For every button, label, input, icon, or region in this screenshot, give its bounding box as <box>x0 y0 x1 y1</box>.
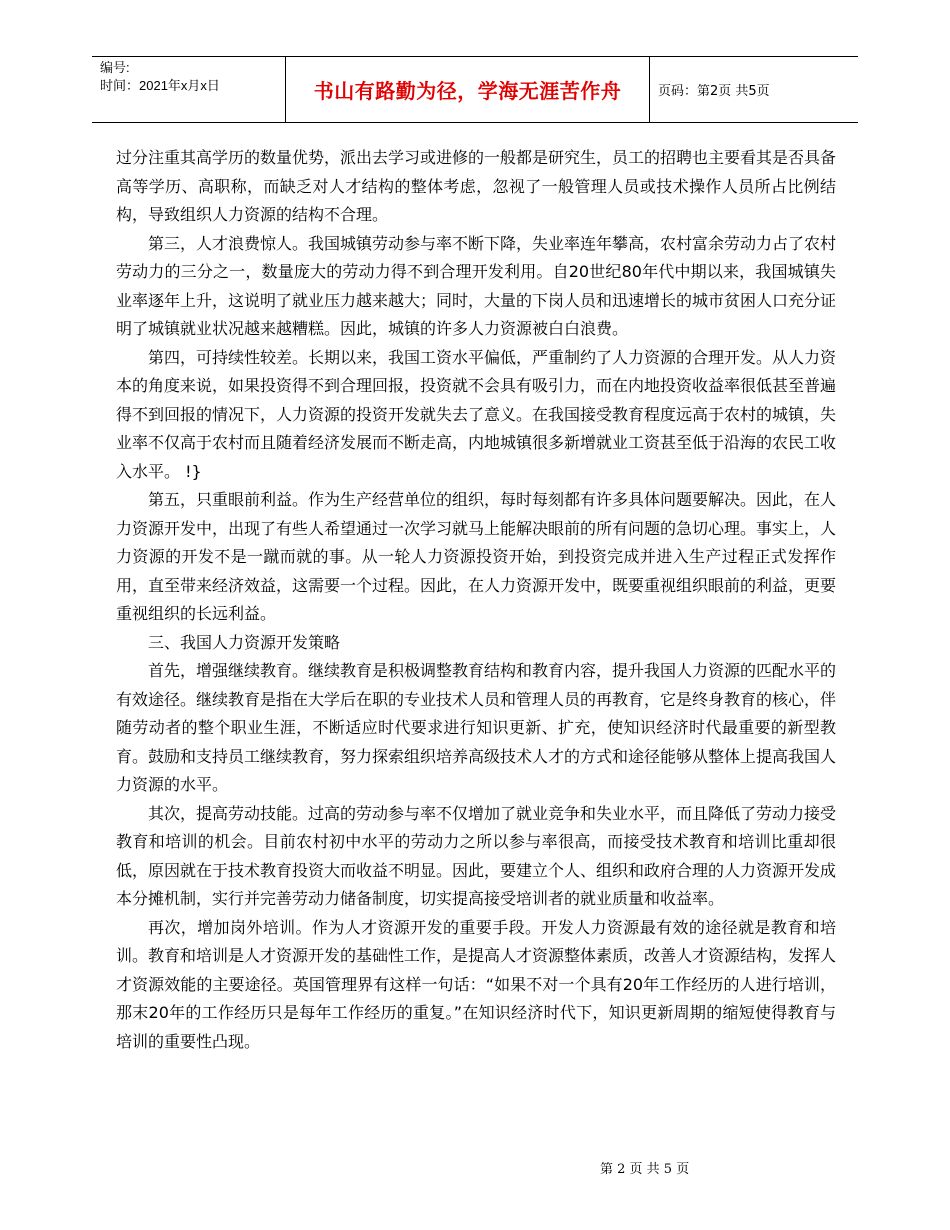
page-footer: 第 2 页 共 5 页 <box>600 1162 690 1177</box>
paragraph-fourth-point: 第四，可持续性较差。长期以来，我国工资水平偏低，严重制约了人力资源的合理开发。从人力资本的角度来说，如果投资得不到合理回报，投资就不会具有吸引力，而在内地投资收益率很低甚至普遍得不到回报的情况下，人力资源的投资开发就失去了意义。在我国接受教育程度远高于农村的城镇，失业率不仅高于农村而且随着经济发展而不断走高，内地城镇很多新增就业工资甚至低于沿海的农民工收入水平。 !} <box>116 347 837 481</box>
document-body <box>116 144 836 1056</box>
paragraph-strategy-first: 首先，增强继续教育。继续教育是积极调整教育结构和教育内容，提升我国人力资源的匹配水平的有效途径。继续教育是指在大学后在职的专业技术人员和管理人员的再教育，它是终身教育的核心，伴随劳动者的整个职业生涯，不断适应时代要求进行知识更新、扩充，使知识经济时代最重要的新型教育。鼓励和支持员工继续教育，努力探索组织培养高级技术人才的方式和途径能够从整体上提高我国人力资源的水平。 <box>116 661 837 794</box>
section-heading: 三、我国人力资源开发策略 <box>148 632 341 652</box>
page-header <box>92 56 858 123</box>
paragraph-third-point: 第三，人才浪费惊人。我国城镇劳动参与率不断下降，失业率连年攀高，农村富余劳动力占了农村劳动力的三分之一，数量庞大的劳动力得不到合理开发利用。自20世纪80年代中期以来，我国城镇失业率逐年上升，这说明了就业压力越来越大；同时，大量的下岗人员和迅速增长的城市贫困人口充分证明了城镇就业状况越来越糟糕。因此，城镇的许多人力资源被白白浪费。 <box>116 233 837 338</box>
header-meta <box>100 59 220 95</box>
document-date-label: 时间：2021年x月x日 <box>100 78 220 93</box>
paragraph-strategy-second: 其次，提高劳动技能。过高的劳动参与率不仅增加了就业竞争和失业水平，而且降低了劳动力接受教育和培训的机会。目前农村初中水平的劳动力之所以参与率很高，而接受技术教育和培训比重却很低，原因就在于技术教育投资大而收益不明显。因此，要建立个人、组织和政府合理的人力资源开发成本分摊机制，实行并完善劳动力储备制度，切实提高接受培训者的就业质量和收益率。 <box>116 803 837 908</box>
paragraph-continuation: 过分注重其高学历的数量优势，派出去学习或进修的一般都是研究生，员工的招聘也主要看其是否具备高等学历、高职称，而缺乏对人才结构的整体考虑，忽视了一般管理人员或技术操作人员所占比例结构，导致组织人力资源的结构不合理。 <box>116 148 837 224</box>
header-page-number: 页码：第2页 共5页 <box>658 84 770 99</box>
paragraph-strategy-third: 再次，增加岗外培训。作为人才资源开发的重要手段。开发人力资源最有效的途径就是教育和培训。教育和培训是人才资源开发的基础性工作，是提高人才资源整体素质，改善人才资源结构，发挥人才资源效能的主要途径。英国管理界有这样一句话：“如果不对一个具有20年工作经历的人进行培训，那末20年的工作经历只是每年工作经历的重复。”在知识经济时代下，知识更新周期的缩短使得教育与培训的重要性凸现。 <box>116 917 837 1051</box>
header-motto: 书山有路勤为径，学海无涯苦作舟 <box>285 57 650 122</box>
paragraph-fifth-point: 第五，只重眼前利益。作为生产经营单位的组织，每时每刻都有许多具体问题要解决。因此，在人力资源开发中，出现了有些人希望通过一次学习就马上能解决眼前的所有问题的急切心理。事实上，人力资源的开发不是一蹴而就的事。从一轮人力资源投资开始，到投资完成并进入生产过程正式发挥作用，直至带来经济效益，这需要一个过程。因此，在人力资源开发中，既要重视组织眼前的利益，更要重视组织的长远利益。 <box>116 490 837 623</box>
document-number-label: 编号: <box>100 60 130 75</box>
